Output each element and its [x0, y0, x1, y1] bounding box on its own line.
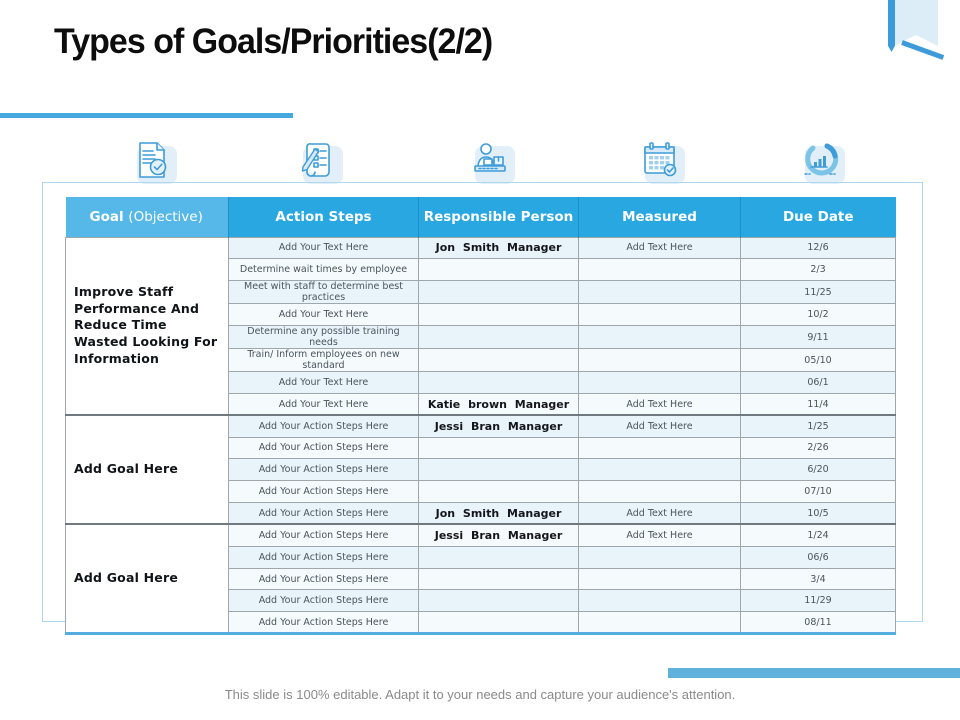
- header-responsible-person: Responsible Person: [419, 197, 579, 237]
- responsible-person-cell: [419, 459, 579, 481]
- due-date-cell: 11/4: [741, 393, 896, 415]
- measured-cell: [579, 437, 741, 459]
- due-date-cell: 2/26: [741, 437, 896, 459]
- goal-cell: Improve Staff Performance And Reduce Time Wasted Looking For Information: [66, 237, 229, 415]
- responsible-person-cell: [419, 546, 579, 568]
- responsible-person-icon: [467, 138, 513, 184]
- header-action-steps: Action Steps: [229, 197, 419, 237]
- action-steps-cell: Add Your Text Here: [229, 237, 419, 259]
- action-steps-cell: Add Your Action Steps Here: [229, 590, 419, 612]
- page-title: Types of Goals/Priorities(2/2): [54, 22, 493, 61]
- table-row: [66, 524, 896, 546]
- responsible-person-cell: [419, 437, 579, 459]
- measured-cell: [579, 349, 741, 372]
- responsible-person-cell: [419, 326, 579, 349]
- due-date-cell: 1/25: [741, 415, 896, 437]
- responsible-person-cell: [419, 259, 579, 281]
- action-steps-cell: Add Your Text Here: [229, 304, 419, 326]
- table-header-row: [66, 197, 896, 237]
- measured-cell: Add Text Here: [579, 524, 741, 546]
- due-date-cell: 10/5: [741, 503, 896, 525]
- header-measured: Measured: [579, 197, 741, 237]
- due-date-cell: 11/29: [741, 590, 896, 612]
- responsible-person-cell: Katie brown Manager: [419, 393, 579, 415]
- checklist-pencil-icon: [295, 138, 341, 184]
- measured-cell: [579, 481, 741, 503]
- due-date-cell: 07/10: [741, 481, 896, 503]
- footer-note: This slide is 100% editable. Adapt it to your needs and capture your audience's attention.: [224, 687, 736, 702]
- action-steps-cell: Add Your Action Steps Here: [229, 503, 419, 525]
- responsible-person-cell: [419, 612, 579, 634]
- action-steps-cell: Add Your Action Steps Here: [229, 459, 419, 481]
- due-date-cell: 10/2: [741, 304, 896, 326]
- measured-cell: [579, 326, 741, 349]
- due-date-cell: 12/6: [741, 237, 896, 259]
- measured-cell: [579, 590, 741, 612]
- action-steps-cell: Determine any possible training needs: [229, 326, 419, 349]
- title-underline: [0, 113, 293, 118]
- measured-cell: [579, 568, 741, 590]
- responsible-person-cell: [419, 568, 579, 590]
- measured-cell: [579, 546, 741, 568]
- action-steps-cell: Train/ Inform employees on new standard: [229, 349, 419, 372]
- responsible-person-cell: Jon Smith Manager: [419, 237, 579, 259]
- due-date-cell: 9/11: [741, 326, 896, 349]
- action-steps-cell: Add Your Action Steps Here: [229, 481, 419, 503]
- responsible-person-cell: [419, 281, 579, 304]
- responsible-person-cell: Jessi Bran Manager: [419, 524, 579, 546]
- responsible-person-cell: [419, 590, 579, 612]
- due-date-cell: 2/3: [741, 259, 896, 281]
- action-steps-cell: Meet with staff to determine best practices: [229, 281, 419, 304]
- action-steps-cell: Add Your Text Here: [229, 393, 419, 415]
- measured-cell: [579, 612, 741, 634]
- due-date-cell: 06/1: [741, 372, 896, 394]
- due-date-cell: 6/20: [741, 459, 896, 481]
- goal-cell: Add Goal Here: [66, 415, 229, 524]
- measured-cell: Add Text Here: [579, 415, 741, 437]
- table-row: [66, 237, 896, 259]
- due-date-cell: 05/10: [741, 349, 896, 372]
- responsible-person-cell: [419, 304, 579, 326]
- action-steps-cell: Determine wait times by employee: [229, 259, 419, 281]
- goals-table: [65, 197, 896, 635]
- measured-cell: Add Text Here: [579, 393, 741, 415]
- action-steps-cell: Add Your Action Steps Here: [229, 568, 419, 590]
- measured-cell: [579, 304, 741, 326]
- bookmark-stripe: [888, 0, 895, 52]
- responsible-person-cell: [419, 481, 579, 503]
- calendar-check-icon: [637, 138, 683, 184]
- due-date-cell: 3/4: [741, 568, 896, 590]
- metrics-chart-icon: [797, 138, 843, 184]
- measured-cell: [579, 259, 741, 281]
- header-goal: Goal (Objective): [66, 197, 229, 237]
- measured-cell: Add Text Here: [579, 237, 741, 259]
- responsible-person-cell: Jessi Bran Manager: [419, 415, 579, 437]
- due-date-cell: 1/24: [741, 524, 896, 546]
- measured-cell: [579, 372, 741, 394]
- action-steps-cell: Add Your Action Steps Here: [229, 524, 419, 546]
- responsible-person-cell: [419, 349, 579, 372]
- action-steps-cell: Add Your Action Steps Here: [229, 546, 419, 568]
- due-date-cell: 11/25: [741, 281, 896, 304]
- action-steps-cell: Add Your Text Here: [229, 372, 419, 394]
- action-steps-cell: Add Your Action Steps Here: [229, 437, 419, 459]
- bookmark-body: [894, 0, 938, 46]
- goal-cell: Add Goal Here: [66, 524, 229, 633]
- responsible-person-cell: [419, 372, 579, 394]
- due-date-cell: 06/6: [741, 546, 896, 568]
- measured-cell: [579, 459, 741, 481]
- measured-cell: Add Text Here: [579, 503, 741, 525]
- checked-document-icon: [129, 138, 175, 184]
- action-steps-cell: Add Your Action Steps Here: [229, 612, 419, 634]
- bookmark-ribbon-icon: [886, 0, 946, 62]
- measured-cell: [579, 281, 741, 304]
- due-date-cell: 08/11: [741, 612, 896, 634]
- action-steps-cell: Add Your Action Steps Here: [229, 415, 419, 437]
- goals-table-body: [66, 237, 896, 634]
- bottom-accent-bar: [668, 668, 960, 678]
- header-due-date: Due Date: [741, 197, 896, 237]
- table-row: [66, 415, 896, 437]
- responsible-person-cell: Jon Smith Manager: [419, 503, 579, 525]
